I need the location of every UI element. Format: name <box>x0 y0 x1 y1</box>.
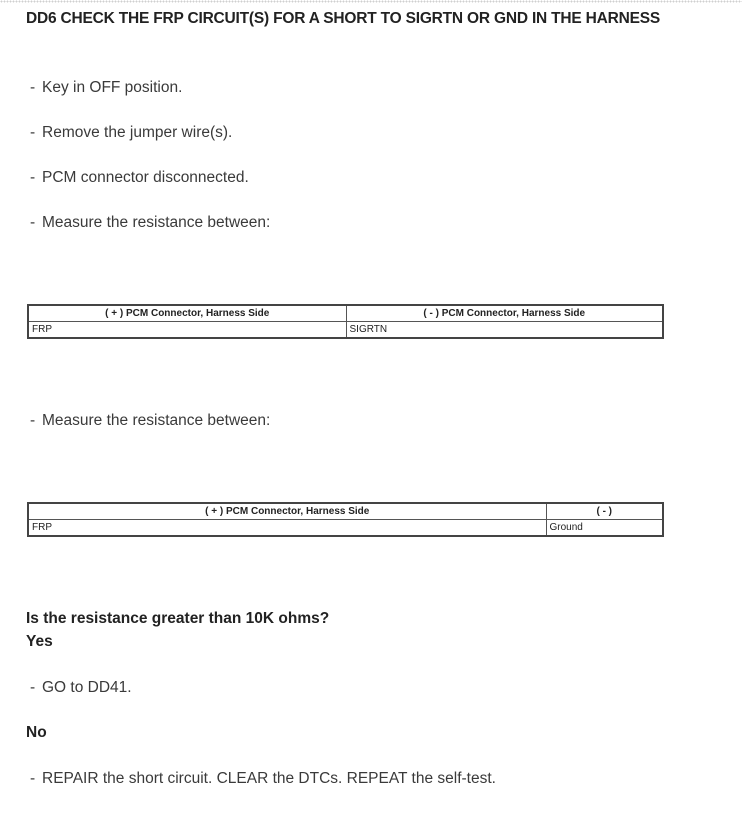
table-cell-positive: FRP <box>28 520 546 537</box>
table-header-negative: ( - ) PCM Connector, Harness Side <box>346 305 663 322</box>
table-header-positive: ( + ) PCM Connector, Harness Side <box>28 305 346 322</box>
table-row <box>28 520 663 537</box>
table-header-positive: ( + ) PCM Connector, Harness Side <box>28 503 546 520</box>
dash-bullet: - <box>30 79 36 96</box>
table-cell-negative: Ground <box>546 520 663 537</box>
step-text: PCM connector disconnected. <box>42 169 249 186</box>
dash-bullet: - <box>30 214 36 231</box>
step-text: Measure the resistance between: <box>42 412 271 429</box>
dash-bullet: - <box>30 679 36 696</box>
no-label: No <box>26 724 47 741</box>
table-cell-negative: SIGRTN <box>346 322 663 339</box>
yes-action <box>30 679 132 697</box>
step-heading: DD6 CHECK THE FRP CIRCUIT(S) FOR A SHORT TO SIGRTN OR GND IN THE HARNESS <box>26 10 661 27</box>
top-divider <box>0 0 742 3</box>
step-text: Measure the resistance between: <box>42 214 271 231</box>
dash-bullet: - <box>30 124 36 141</box>
step-text: Remove the jumper wire(s). <box>42 124 233 141</box>
resistance-table-ground <box>27 502 664 537</box>
question-text: Is the resistance greater than 10K ohms? <box>26 610 330 627</box>
yes-label: Yes <box>26 633 53 650</box>
step-item <box>30 412 270 430</box>
step-item <box>30 79 182 97</box>
step-item <box>30 214 270 232</box>
step-item <box>30 124 232 142</box>
table-cell-positive: FRP <box>28 322 346 339</box>
yes-action-text: GO to DD41. <box>42 679 132 696</box>
dash-bullet: - <box>30 169 36 186</box>
step-item <box>30 169 249 187</box>
no-action-text: REPAIR the short circuit. CLEAR the DTCs. REPEAT the self-test. <box>42 770 496 787</box>
step-text: Key in OFF position. <box>42 79 183 96</box>
dash-bullet: - <box>30 412 36 429</box>
table-header-row <box>28 305 663 322</box>
table-row <box>28 322 663 339</box>
resistance-table-sigrtn <box>27 304 664 339</box>
no-action <box>30 770 496 788</box>
table-header-row <box>28 503 663 520</box>
dash-bullet: - <box>30 770 36 787</box>
table-header-negative: ( - ) <box>546 503 663 520</box>
